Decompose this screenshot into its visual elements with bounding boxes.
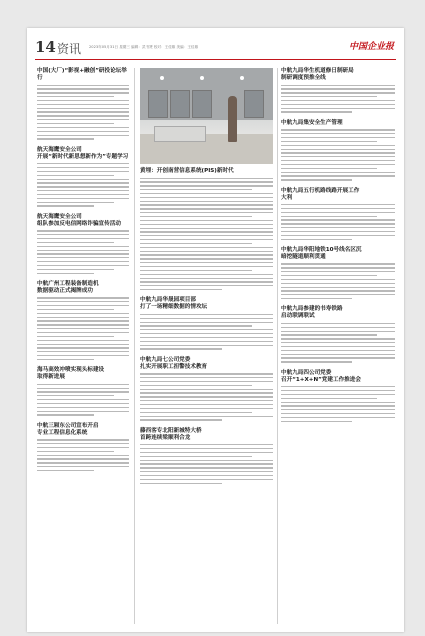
article [37,367,129,416]
header-rule [35,59,396,60]
article [281,370,395,422]
article-headline: 中航九局华生机道修日制研局 制研调度预推全线 [281,68,354,81]
article-headline: 海马高效冲喷实现头标建设 取得新进展 [37,367,105,381]
article-body-text [140,178,273,291]
article [37,147,129,207]
article-body-text [140,373,273,420]
article-headline: 中航九局五行机路线路开展工作 大利 [281,187,360,201]
article-body-text [281,386,395,422]
article-body-text [37,384,129,416]
article [281,120,395,181]
article-body-text [140,314,273,350]
article [37,423,129,472]
article-headline: 中航九局参建的书寿铁路 启动联调联试 [281,306,343,320]
article-body-text [140,444,273,484]
article-body-text [37,85,129,140]
article-headline: 航天海鹰安全公司 组队参加反电信网络诈骗宣传活动 [37,213,121,227]
article-headline: 中国(大厂)“影视+融创”研投论坛举行 [37,68,127,81]
article-body-text [281,204,395,240]
article [140,297,273,349]
page-header [27,28,404,62]
article-headline: 藤西客专北阳新城特大桥 首跨连续梁顺利合龙 [140,427,202,441]
masthead-logo: 中国企业报 [348,42,394,52]
article-headline: 中航广州工程装备制造机 数据驱动正式揭牌成功 [37,280,99,294]
article-headline: 中航九局四公司党委 召开“1+X+N”党建工作推进会 [281,369,361,383]
article [37,68,129,140]
article-body-text [281,263,395,299]
article-headline: 航天海鹰安全公司 开展“新时代新思想新作为”专题学习 [37,146,129,160]
article-headline: 中航三厢东公司宣布开启 专业工程信息化系统 [37,422,99,436]
article-body-text [37,230,129,274]
article-body-text [37,163,129,207]
column-divider [277,68,278,624]
article [281,247,395,299]
section-label: 资讯 [57,42,82,56]
column-right [281,68,395,429]
article-headline: 中航九局华阳地铁10号线名区沉 暗挖隧道顺利贯通 [281,246,362,260]
article [140,357,273,421]
article [281,68,395,113]
article-headline: 中航九局集安全生产管理 [281,119,343,126]
article [281,306,395,362]
article [140,428,273,484]
article-body-text [37,439,129,471]
article-body-text [37,297,129,360]
article-body-text [281,129,395,180]
article-body-text [281,85,395,113]
article-headline: 中航九局华晟园项目部 打了一场精细数据的情攻坛 [140,297,208,311]
article-body-text [281,323,395,363]
article [281,188,395,240]
article-headline: 中航九局七公司党委 扎实开展职工担警技术教育 [140,356,208,370]
article-headline: 黄埋：开创南营信息系统(PIS)新时代 [140,168,234,174]
article [140,68,273,290]
article [37,281,129,360]
article [37,214,129,274]
newspaper-page [27,28,404,632]
column-center [140,68,273,491]
column-left [37,68,129,478]
page-number: 14 [35,38,56,56]
article-photo [140,68,273,164]
issue-meta: 2023年05月31日 星期三 编辑：武书贤 校对：王佳雄 美编：王佳雄 [89,45,199,49]
column-divider [134,68,135,624]
